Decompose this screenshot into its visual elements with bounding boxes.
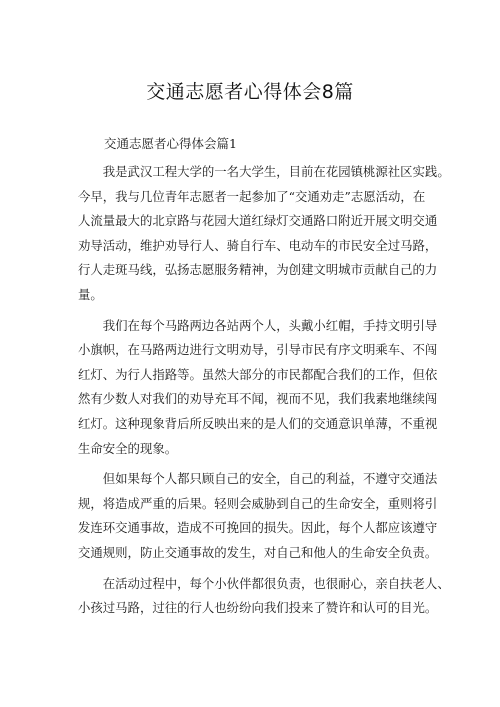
- paragraph-line: 生命安全的现象。: [78, 440, 178, 456]
- paragraph-line: 今早，我与几位青年志愿者一起参加了“交通劝走”志愿活动，在: [78, 188, 426, 204]
- paragraph-line: 行人走斑马线，弘扬志愿服务精神，为创建文明城市贡献自己的力: [78, 262, 438, 278]
- paragraph-line: 规，将造成严重的后果。轻则会威胁到自己的生命安全，重则将引: [78, 495, 438, 511]
- paragraph-line: 红灯、为行人指路等。虽然大部分的市民都配合我们的工作，但依: [78, 366, 438, 382]
- paragraph-line: 红灯。这种现象背后所反映出来的是人们的交通意识单薄，不重视: [78, 415, 438, 431]
- paragraph-line: 在活动过程中，每个小伙伴都很负责，也很耐心，亲自扶老人、: [78, 575, 450, 591]
- paragraph-line: 然有少数人对我们的劝导充耳不闻，视而不见，我们我素地继续闯: [78, 391, 438, 407]
- paragraph: [78, 572, 450, 621]
- paragraph: [78, 467, 438, 565]
- document-title: 交通志愿者心得体会8篇: [146, 81, 354, 103]
- paragraph-line: 发连环交通事故，造成不可挽回的损失。因此，每个人都应该遵守: [78, 520, 438, 536]
- paragraph-line: 劝导活动，维护劝导行人、骑自行车、电动车的市民安全过马路，: [78, 237, 438, 253]
- paragraph-line: 小旗帜，在马路两边进行文明劝导，引导市民有序文明乘车、不闯: [78, 342, 438, 358]
- paragraph: [78, 160, 450, 308]
- section-heading: 交通志愿者心得体会篇1: [104, 136, 237, 151]
- paragraph-line: 我们在每个马路两边各站两个人，头戴小红帽，手持文明引导: [78, 317, 438, 333]
- paragraph-line: 但如果每个人都只顾自己的安全，自己的利益，不遵守交通法: [78, 471, 438, 487]
- paragraph-line: 人流量最大的北京路与花园大道红绿灯交通路口附近开展文明交通: [78, 213, 438, 229]
- paragraph-line: 量。: [78, 286, 103, 302]
- paragraph: [78, 314, 438, 462]
- document-body: [78, 160, 450, 627]
- paragraph-line: 我是武汉工程大学的一名大学生，目前在花园镇桃源社区实践。: [78, 164, 450, 179]
- paragraph-line: 小孩过马路，过往的行人也纷纷向我们投来了赞许和认可的目光。: [78, 600, 438, 616]
- paragraph-line: 交通规则，防止交通事故的发生，对自己和他人的生命安全负责。: [78, 544, 438, 560]
